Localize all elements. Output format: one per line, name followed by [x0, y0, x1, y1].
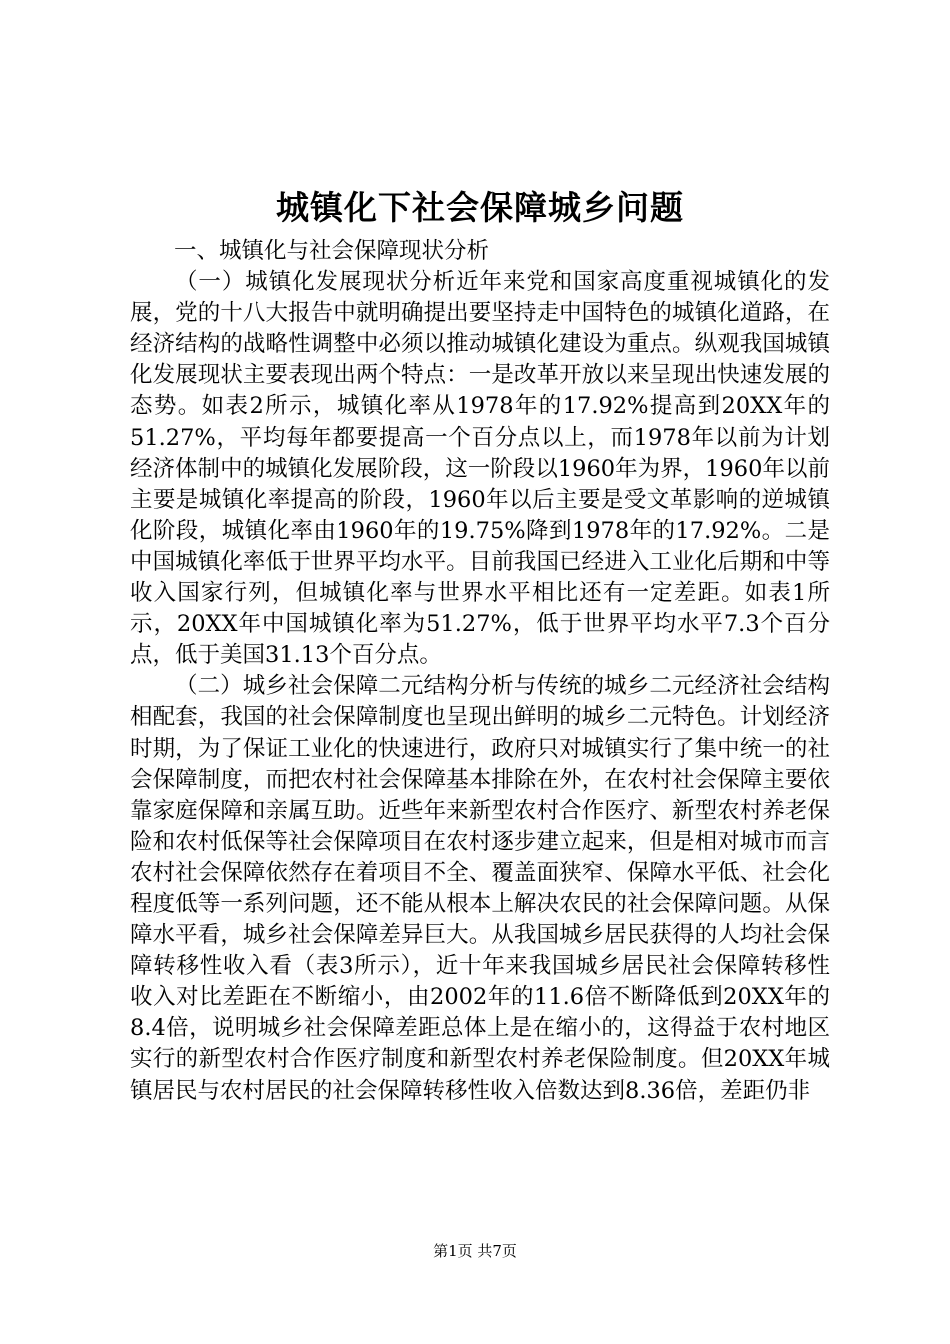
page-footer: 第1页 共7页	[433, 1242, 517, 1260]
section-heading: 一、城镇化与社会保障现状分析	[174, 238, 490, 264]
paragraph-dual-structure: （二）城乡社会保障二元结构分析与传统的城乡二元经济社会结构相配套，我国的社会保障制度也呈现出鲜明的城乡二元特色。计划经济时期，为了保证工业化的快速进行，政府只对城镇实行了集中统一的社会保障制度，而把农村社会保障基本排除在外，在农村社会保障主要依靠家庭保障和亲属互助。近些年来新型农村合作医疗、新型农村养老保险和农村低保等社会保障项目在农村逐步建立起来，但是相对城市而言农村社会保障依然存在着项目不全、覆盖面狭窄、保障水平低、社会化程度低等一系列问题，还不能从根本上解决农民的社会保障问题。从保障水平看，城乡社会保障差异巨大。从我国城乡居民获得的人均社会保障转移性收入看（表3所示），近十年来我国城乡居民社会保障转移性收入对比差距在不断缩小，由2002年的11.6倍不断降低到20XX年的8.4倍，说明城乡社会保障差距总体上是在缩小的，这得益于农村地区实行的新型农村合作医疗制度和新型农村养老保险制度。但20XX年城镇居民与农村居民的社会保障转移性收入倍数达到8.36倍，差距仍非	[130, 673, 830, 1104]
paragraph-urbanization-status: （一）城镇化发展现状分析近年来党和国家高度重视城镇化的发展，党的十八大报告中就明确提出要坚持走中国特色的城镇化道路，在经济结构的战略性调整中必须以推动城镇化建设为重点。纵观我国城镇化发展现状主要表现出两个特点：一是改革开放以来呈现出快速发展的态势。如表2所示，城镇化率从1978年的17.92%提高到20XX年的51.27%，平均每年都要提高一个百分点以上，而1978年以前为计划经济体制中的城镇化发展阶段，这一阶段以1960年为界，1960年以前主要是城镇化率提高的阶段，1960年以后主要是受文革影响的逆城镇化阶段，城镇化率由1960年的19.75%降到1978年的17.92%。二是中国城镇化率低于世界平均水平。目前我国已经进入工业化后期和中等收入国家行列，但城镇化率与世界水平相比还有一定差距。如表1所示，20XX年中国城镇化率为51.27%，低于世界平均水平7.3个百分点，低于美国31.13个百分点。	[130, 269, 830, 669]
document-title: 城镇化下社会保障城乡问题	[276, 188, 684, 227]
document-body	[130, 236, 830, 1107]
